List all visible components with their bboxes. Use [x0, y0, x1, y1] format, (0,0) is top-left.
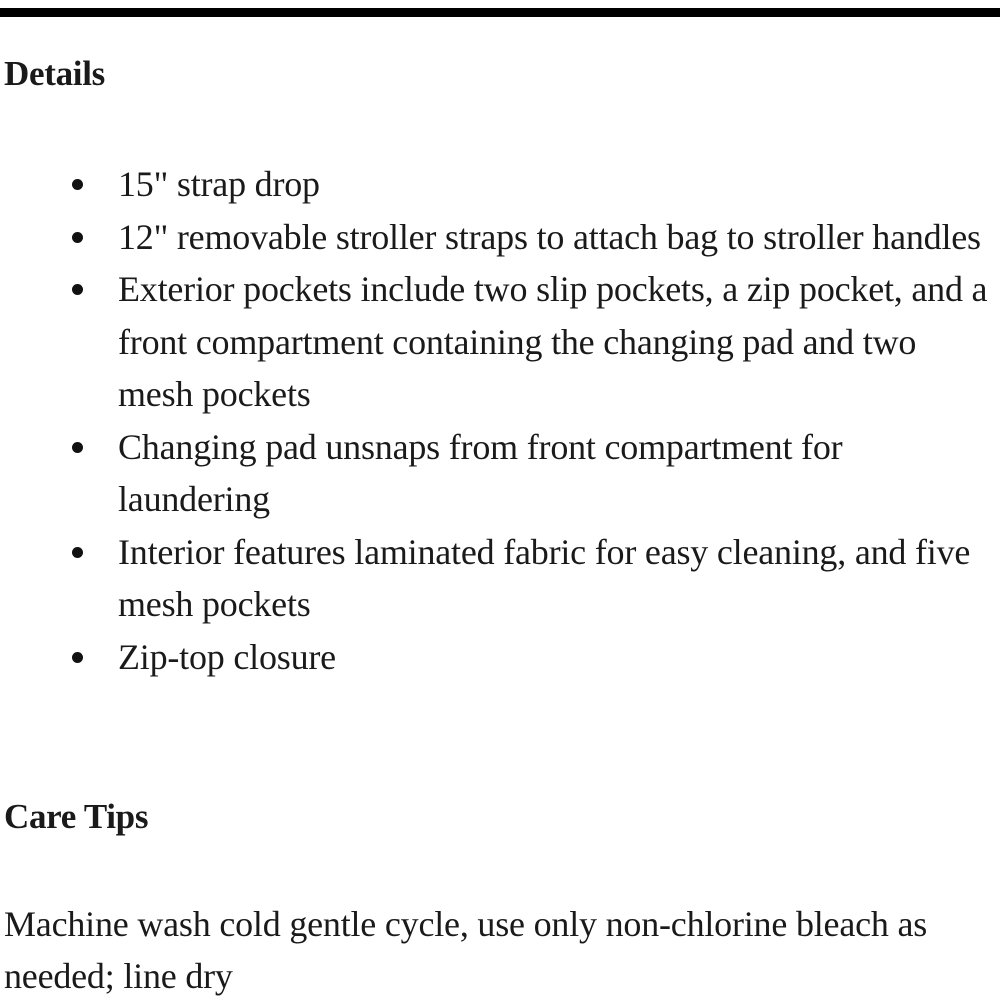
bullet-icon [72, 442, 83, 453]
list-item-text: Zip-top closure [118, 636, 336, 677]
details-heading: Details [4, 54, 105, 93]
bullet-icon [72, 652, 83, 663]
bullet-icon [72, 284, 83, 295]
list-item-text: 15" strap drop [118, 164, 320, 204]
list-item-text: Exterior pockets include two slip pockets, a zip pocket, and a front compartment containing the changing pad and two mesh pockets [118, 269, 988, 414]
details-list [0, 158, 1000, 683]
list-item [0, 421, 1000, 526]
list-item [0, 263, 1000, 421]
list-item-text: Changing pad unsnaps from front compartment for laundering [118, 426, 843, 519]
list-item-text: Interior features laminated fabric for easy cleaning, and five mesh pockets [118, 531, 971, 624]
bullet-icon [72, 232, 83, 243]
list-item [0, 211, 1000, 264]
bullet-icon [72, 547, 83, 558]
care-tips-heading: Care Tips [4, 797, 149, 836]
care-tips-text: Machine wash cold gentle cycle, use only non-chlorine bleach as needed; line dry [4, 904, 928, 996]
list-item [0, 158, 1000, 211]
top-divider [0, 8, 1000, 17]
bullet-icon [72, 179, 83, 190]
list-item [0, 631, 1000, 684]
list-item-text: 12" removable stroller straps to attach bag to stroller handles [118, 216, 981, 257]
list-item [0, 526, 1000, 631]
